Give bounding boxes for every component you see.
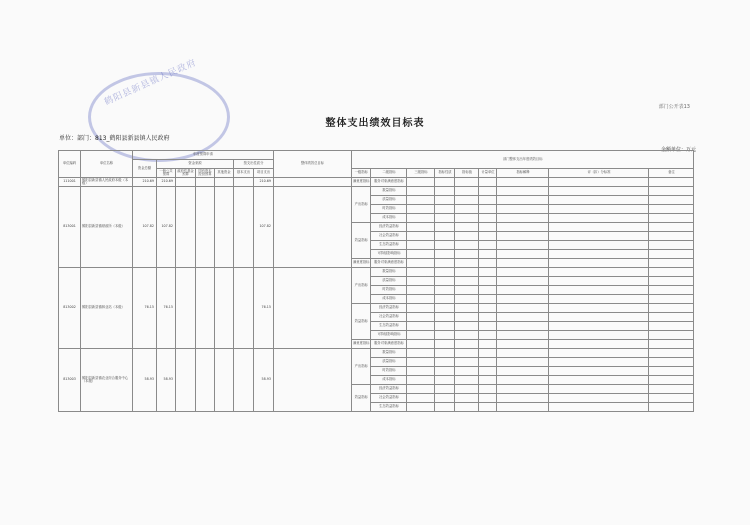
amount-unit: 金额单位：万元 — [660, 147, 696, 153]
state-capital-cell — [196, 268, 215, 349]
empty-cell — [497, 367, 549, 376]
empty-cell — [497, 358, 549, 367]
empty-cell — [407, 295, 435, 304]
empty-cell — [407, 304, 435, 313]
empty-cell — [549, 232, 649, 241]
empty-cell — [455, 340, 479, 349]
empty-cell — [479, 340, 497, 349]
empty-cell — [497, 223, 549, 232]
unit-name-cell: 鹤阳县新县镇林业站（本级） — [81, 268, 133, 349]
empty-cell — [479, 286, 497, 295]
empty-cell — [479, 205, 497, 214]
indicator-l1-cell: 满意度指标 — [352, 178, 371, 187]
empty-cell — [435, 214, 455, 223]
empty-cell — [455, 223, 479, 232]
empty-cell — [649, 268, 694, 277]
empty-cell — [455, 214, 479, 223]
other-funds-cell — [215, 187, 234, 268]
empty-cell — [435, 322, 455, 331]
indicator-l2-cell: 时效指标 — [371, 286, 407, 295]
indicator-l1-cell: 产出指标 — [352, 349, 371, 385]
empty-cell — [407, 241, 435, 250]
empty-cell — [649, 223, 694, 232]
overall-goal-cell — [274, 349, 352, 412]
indicator-l2-cell: 社会效益指标 — [371, 313, 407, 322]
empty-cell — [549, 304, 649, 313]
empty-cell — [479, 331, 497, 340]
empty-cell — [479, 223, 497, 232]
table-row — [59, 187, 694, 196]
doc-code: 部门公开表13 — [658, 104, 690, 110]
indicator-l1-cell: 效益指标 — [352, 385, 371, 412]
empty-cell — [497, 385, 549, 394]
empty-cell — [549, 214, 649, 223]
other-funds-cell — [215, 268, 234, 349]
empty-cell — [407, 385, 435, 394]
performance-table — [58, 150, 694, 412]
empty-cell — [435, 178, 455, 187]
indicator-l1-cell: 产出指标 — [352, 187, 371, 223]
indicator-l2-cell: 可持续影响指标 — [371, 250, 407, 259]
empty-cell — [549, 358, 649, 367]
empty-cell — [455, 331, 479, 340]
header-project-exp: 项目支出 — [254, 169, 274, 178]
empty-cell — [435, 286, 455, 295]
empty-cell — [497, 259, 549, 268]
empty-cell — [497, 340, 549, 349]
empty-cell — [549, 322, 649, 331]
empty-cell — [455, 295, 479, 304]
state-capital-cell — [196, 187, 215, 268]
empty-cell — [435, 250, 455, 259]
empty-cell — [479, 196, 497, 205]
fund-budget-cell — [176, 349, 196, 412]
empty-cell — [435, 349, 455, 358]
empty-cell — [649, 358, 694, 367]
header-general-budget: 一般公共预算 — [157, 169, 176, 178]
project-exp-cell: 76.15 — [254, 268, 274, 349]
empty-cell — [435, 205, 455, 214]
project-exp-cell: 107.82 — [254, 187, 274, 268]
total-cell: 76.15 — [133, 268, 157, 349]
basic-exp-cell — [234, 268, 254, 349]
empty-cell — [407, 367, 435, 376]
header-basic-exp: 基本支出 — [234, 169, 254, 178]
unit-name-cell: 鹤阳县新县镇财政所（本级） — [81, 187, 133, 268]
table-row — [59, 349, 694, 358]
total-cell: 58.93 — [133, 349, 157, 412]
indicator-l1-cell: 产出指标 — [352, 268, 371, 304]
indicator-l2-cell: 生态效益指标 — [371, 241, 407, 250]
empty-cell — [479, 187, 497, 196]
empty-cell — [649, 331, 694, 340]
indicator-l2-cell: 社会效益指标 — [371, 232, 407, 241]
empty-cell — [549, 376, 649, 385]
empty-cell — [497, 178, 549, 187]
empty-cell — [455, 349, 479, 358]
empty-cell — [649, 286, 694, 295]
basic-exp-cell — [234, 349, 254, 412]
empty-cell — [479, 268, 497, 277]
indicator-l1-cell: 满意度指标 — [352, 340, 371, 349]
header-ind-explain: 指标解释 — [497, 169, 549, 178]
unit-label: 单位：部门：813_鹤阳县新县镇人民政府 — [59, 135, 170, 142]
empty-cell — [435, 259, 455, 268]
header-fund-budget: 政府性基金预算 — [177, 168, 194, 176]
empty-cell — [455, 322, 479, 331]
empty-cell — [455, 358, 479, 367]
empty-cell — [497, 322, 549, 331]
empty-cell — [497, 286, 549, 295]
general-budget-cell: 76.15 — [157, 268, 176, 349]
header-remark: 备注 — [649, 169, 694, 178]
empty-cell — [435, 277, 455, 286]
empty-cell — [549, 331, 649, 340]
empty-cell — [407, 196, 435, 205]
unit-code-cell: 813002 — [59, 268, 81, 349]
empty-cell — [455, 259, 479, 268]
empty-cell — [549, 340, 649, 349]
fund-budget-cell — [176, 187, 196, 268]
empty-cell — [435, 268, 455, 277]
general-budget-cell: 210.69 — [157, 178, 176, 187]
empty-cell — [549, 403, 649, 412]
empty-cell — [455, 178, 479, 187]
other-funds-cell — [215, 349, 234, 412]
empty-cell — [407, 232, 435, 241]
empty-cell — [455, 313, 479, 322]
header-expense-nature: 按支出性质分 — [234, 160, 274, 169]
empty-cell — [649, 214, 694, 223]
empty-cell — [455, 187, 479, 196]
empty-cell — [549, 178, 649, 187]
empty-cell — [479, 313, 497, 322]
indicator-l1-cell: 满意度指标 — [352, 259, 371, 268]
project-exp-cell: 58.93 — [254, 349, 274, 412]
empty-cell — [455, 304, 479, 313]
header-state-capital: 国有资本经营预算 — [196, 169, 215, 178]
empty-cell — [455, 241, 479, 250]
empty-cell — [407, 358, 435, 367]
indicator-l2-cell: 数量指标 — [371, 349, 407, 358]
empty-cell — [549, 268, 649, 277]
header-ind3: 三级指标 — [407, 169, 435, 178]
indicator-l2-cell: 经济效益指标 — [371, 304, 407, 313]
empty-cell — [479, 295, 497, 304]
header-total: 资金总额 — [133, 160, 157, 178]
empty-cell — [407, 403, 435, 412]
unit-code-cell: 111001 — [59, 178, 81, 187]
indicator-l2-cell: 成本指标 — [371, 214, 407, 223]
empty-cell — [435, 232, 455, 241]
empty-cell — [435, 187, 455, 196]
indicator-l2-cell: 服务对象满意度指标 — [371, 259, 407, 268]
empty-cell — [549, 394, 649, 403]
empty-cell — [479, 367, 497, 376]
basic-exp-cell — [234, 178, 254, 187]
header-unit: 计量单位 — [479, 169, 497, 178]
empty-cell — [649, 196, 694, 205]
empty-cell — [649, 403, 694, 412]
header-funding-sources: 资金来源 — [157, 160, 234, 169]
indicator-l2-cell: 经济效益指标 — [371, 223, 407, 232]
page-title: 整体支出绩效目标表 — [325, 118, 425, 129]
empty-cell — [455, 250, 479, 259]
empty-cell — [649, 376, 694, 385]
header-annual-budget: 年度预算申请 — [133, 151, 274, 160]
indicator-l2-cell: 成本指标 — [371, 295, 407, 304]
empty-cell — [649, 295, 694, 304]
empty-cell — [455, 268, 479, 277]
project-exp-cell: 210.69 — [254, 178, 274, 187]
empty-cell — [549, 349, 649, 358]
empty-cell — [649, 205, 694, 214]
indicator-l2-cell: 时效指标 — [371, 367, 407, 376]
empty-cell — [435, 394, 455, 403]
empty-cell — [435, 340, 455, 349]
overall-goal-cell — [274, 178, 352, 187]
indicator-l2-cell: 经济效益指标 — [371, 385, 407, 394]
header-score-std: 评（扣）分标准 — [549, 169, 649, 178]
empty-cell — [649, 313, 694, 322]
empty-cell — [479, 214, 497, 223]
empty-cell — [455, 367, 479, 376]
empty-cell — [479, 322, 497, 331]
header-row-1 — [59, 151, 694, 160]
empty-cell — [407, 214, 435, 223]
empty-cell — [435, 223, 455, 232]
header-overall-goal: 整体绩效总目标 — [274, 151, 352, 178]
general-budget-cell: 58.93 — [157, 349, 176, 412]
total-cell: 107.82 — [133, 187, 157, 268]
unit-code-cell: 813003 — [59, 349, 81, 412]
empty-cell — [455, 205, 479, 214]
indicator-l1-cell: 效益指标 — [352, 223, 371, 259]
empty-cell — [407, 187, 435, 196]
empty-cell — [649, 367, 694, 376]
empty-cell — [407, 178, 435, 187]
empty-cell — [435, 313, 455, 322]
unit-name-cell: 鹤阳县新县镇人民政府本级（本级） — [81, 178, 133, 187]
fund-budget-cell — [176, 268, 196, 349]
empty-cell — [407, 259, 435, 268]
header-unit-name: 单位名称 — [81, 151, 133, 178]
empty-cell — [549, 196, 649, 205]
empty-cell — [479, 358, 497, 367]
indicator-l2-cell: 可持续影响指标 — [371, 331, 407, 340]
empty-cell — [497, 349, 549, 358]
empty-cell — [435, 331, 455, 340]
empty-cell — [479, 241, 497, 250]
empty-cell — [549, 259, 649, 268]
empty-cell — [549, 385, 649, 394]
table-row — [59, 178, 694, 187]
empty-cell — [649, 187, 694, 196]
overall-goal-cell — [274, 268, 352, 349]
empty-cell — [649, 394, 694, 403]
indicator-l2-cell: 质量指标 — [371, 277, 407, 286]
empty-cell — [407, 205, 435, 214]
table-row — [59, 268, 694, 277]
empty-cell — [497, 403, 549, 412]
indicator-l2-cell: 服务对象满意度指标 — [371, 178, 407, 187]
empty-cell — [479, 394, 497, 403]
empty-cell — [479, 349, 497, 358]
unit-code-cell: 813001 — [59, 187, 81, 268]
other-funds-cell — [215, 178, 234, 187]
empty-cell — [435, 385, 455, 394]
empty-cell — [549, 223, 649, 232]
empty-cell — [549, 250, 649, 259]
empty-cell — [549, 277, 649, 286]
basic-exp-cell — [234, 187, 254, 268]
indicator-l2-cell: 质量指标 — [371, 196, 407, 205]
indicator-l2-cell: 时效指标 — [371, 205, 407, 214]
overall-goal-cell — [274, 187, 352, 268]
empty-cell — [549, 241, 649, 250]
empty-cell — [407, 313, 435, 322]
empty-cell — [407, 277, 435, 286]
empty-cell — [497, 313, 549, 322]
header-ind-value: 指标值 — [455, 169, 479, 178]
header-ind2: 二级指标 — [371, 169, 407, 178]
fund-budget-cell — [176, 178, 196, 187]
empty-cell — [435, 403, 455, 412]
empty-cell — [435, 304, 455, 313]
empty-cell — [497, 331, 549, 340]
empty-cell — [479, 403, 497, 412]
empty-cell — [497, 268, 549, 277]
empty-cell — [407, 268, 435, 277]
indicator-l2-cell: 服务对象满意度指标 — [371, 340, 407, 349]
empty-cell — [407, 322, 435, 331]
empty-cell — [497, 241, 549, 250]
empty-cell — [455, 286, 479, 295]
empty-cell — [407, 340, 435, 349]
indicator-l2-cell: 质量指标 — [371, 358, 407, 367]
empty-cell — [549, 286, 649, 295]
empty-cell — [497, 205, 549, 214]
empty-cell — [455, 376, 479, 385]
empty-cell — [455, 385, 479, 394]
empty-cell — [549, 187, 649, 196]
empty-cell — [455, 403, 479, 412]
empty-cell — [549, 205, 649, 214]
empty-cell — [649, 277, 694, 286]
empty-cell — [497, 196, 549, 205]
empty-cell — [407, 394, 435, 403]
empty-cell — [479, 250, 497, 259]
empty-cell — [649, 232, 694, 241]
empty-cell — [479, 304, 497, 313]
empty-cell — [479, 277, 497, 286]
empty-cell — [497, 277, 549, 286]
empty-cell — [549, 295, 649, 304]
indicator-l2-cell: 社会效益指标 — [371, 394, 407, 403]
empty-cell — [479, 385, 497, 394]
empty-cell — [649, 304, 694, 313]
empty-cell — [455, 196, 479, 205]
empty-cell — [407, 250, 435, 259]
indicator-l1-cell: 效益指标 — [352, 304, 371, 340]
empty-cell — [435, 376, 455, 385]
indicator-l2-cell: 成本指标 — [371, 376, 407, 385]
empty-cell — [479, 232, 497, 241]
empty-cell — [455, 394, 479, 403]
empty-cell — [435, 358, 455, 367]
general-budget-cell: 107.82 — [157, 187, 176, 268]
header-unit-code: 单位编码 — [59, 151, 81, 178]
table-body — [59, 151, 694, 412]
empty-cell — [649, 349, 694, 358]
indicator-l2-cell: 生态效益指标 — [371, 403, 407, 412]
total-cell: 210.69 — [133, 178, 157, 187]
empty-cell — [497, 376, 549, 385]
empty-cell — [455, 232, 479, 241]
empty-cell — [549, 367, 649, 376]
empty-cell — [497, 250, 549, 259]
unit-name-cell: 鹤阳县新县镇农业综合服务中心（本级） — [81, 349, 133, 412]
header-ind1: 一级指标 — [352, 169, 371, 178]
empty-cell — [407, 286, 435, 295]
indicator-l2-cell: 数量指标 — [371, 268, 407, 277]
empty-cell — [497, 295, 549, 304]
empty-cell — [649, 322, 694, 331]
empty-cell — [649, 385, 694, 394]
state-capital-cell — [196, 178, 215, 187]
empty-cell — [435, 196, 455, 205]
empty-cell — [649, 250, 694, 259]
empty-cell — [479, 178, 497, 187]
empty-cell — [497, 304, 549, 313]
empty-cell — [407, 223, 435, 232]
empty-cell — [497, 232, 549, 241]
empty-cell — [407, 376, 435, 385]
empty-cell — [649, 241, 694, 250]
empty-cell — [407, 331, 435, 340]
empty-cell — [497, 187, 549, 196]
empty-cell — [407, 349, 435, 358]
indicator-l2-cell: 生态效益指标 — [371, 322, 407, 331]
header-dept-indicators: 部门整体支出年度绩效目标 — [352, 151, 694, 169]
empty-cell — [649, 259, 694, 268]
empty-cell — [479, 259, 497, 268]
empty-cell — [435, 367, 455, 376]
header-ind-nature: 指标性质 — [435, 169, 455, 178]
empty-cell — [455, 277, 479, 286]
empty-cell — [435, 295, 455, 304]
indicator-l2-cell: 数量指标 — [371, 187, 407, 196]
empty-cell — [649, 340, 694, 349]
empty-cell — [649, 178, 694, 187]
empty-cell — [497, 214, 549, 223]
empty-cell — [435, 241, 455, 250]
header-other-funds: 其他资金 — [215, 169, 234, 178]
empty-cell — [479, 376, 497, 385]
empty-cell — [549, 313, 649, 322]
seal-text: 鹤阳县新县镇人民政府 — [102, 57, 199, 108]
state-capital-cell — [196, 349, 215, 412]
empty-cell — [497, 394, 549, 403]
